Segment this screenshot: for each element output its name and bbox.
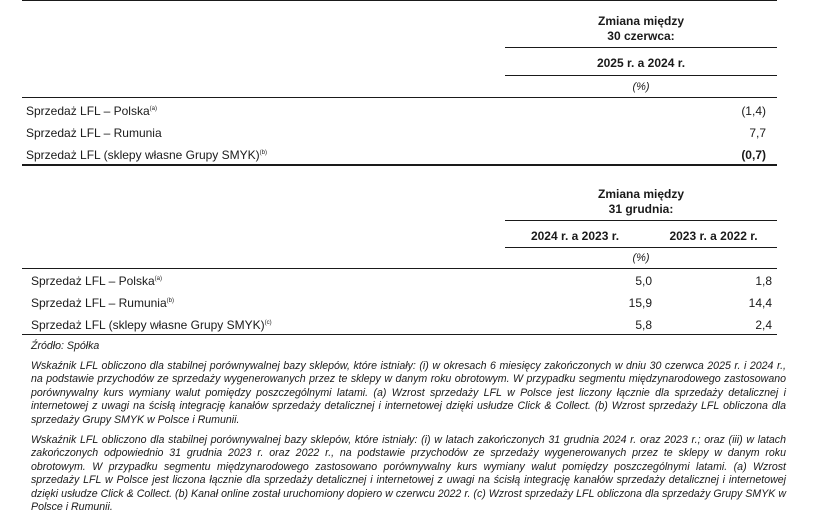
table2-period-rule [505, 247, 777, 248]
table1-row-value: (0,7) [741, 148, 766, 162]
table1-row-value: 7,7 [749, 126, 766, 140]
footnote-annual: Wskaźnik LFL obliczono dla stabilnej porównywalnej bazy sklepów, które istniały: (i) w latach zakończonych 31 grudnia 2024 r. oraz 2023 r.; oraz (iii) w latach zakończonych odpowiednio 31 grudnia 2023 r. oraz 2022 r., na podstawie przychodów ze sprzedaży wygenerowanych przez te sklepy w danym roku obrotowym. W przypadku segmentu międzynarodowego zastosowano porównywalny kurs wymiany walut pomiędzy poszczególnymi latami. (a) Wzrost sprzedaży LFL w Polsce jest liczona łącznie dla sprzedaży detalicznej i internetowej z uwagi na ścisłą integrację kanałów sprzedaży detalicznej i internetowej dzięki usłudze Click & Collect. (b) Kanał online został uruchomiony dopiero w czerwcu 2022 r. (c) Wzrost sprzedaży LFL obliczona dla sprzedaży Grupy SMYK w Polsce i Rumunii. [31, 434, 786, 514]
table1-header-rule [505, 47, 777, 48]
table1-row-label: Sprzedaż LFL – Polska$^{(a)}$ [26, 104, 157, 118]
source-note: Źródło: Spółka [31, 340, 100, 352]
table2-unit: (%) [632, 252, 650, 264]
table1-body-rule [22, 97, 777, 98]
table2-row-label: Sprzedaż LFL (sklepy własne Grupy SMYK)$^{(c)}$ [31, 318, 272, 332]
table1-header-line1: Zmiana między [597, 14, 685, 28]
table2-period-header: 2024 r. a 2023 r. [530, 229, 620, 243]
table2-header [505, 187, 777, 217]
table2-row-label: Sprzedaż LFL – Polska$^{(a)}$ [31, 274, 162, 288]
top-rule [22, 0, 777, 1]
table1-period-header: 2025 r. a 2024 r. [596, 56, 686, 70]
table1-bottom-rule [22, 164, 777, 166]
table2-row-value: 15,9 [628, 296, 652, 310]
table2-header-line2: 31 grudnia: [608, 202, 674, 216]
table2-row-value: 1,8 [755, 274, 772, 288]
table2-row-value: 5,0 [635, 274, 652, 288]
table1-unit: (%) [632, 81, 650, 93]
table1-row-label: Sprzedaż LFL – Rumunia [26, 126, 162, 140]
table2-header-rule [505, 220, 777, 221]
table2-row-value: 2,4 [755, 318, 772, 332]
table2-row-value: 5,8 [635, 318, 652, 332]
table2-bottom-rule [22, 334, 777, 335]
table2-row-label: Sprzedaż LFL – Rumunia$^{(b)}$ [31, 296, 174, 310]
footnote-h1: Wskaźnik LFL obliczono dla stabilnej porównywalnej bazy sklepów, które istniały: (i) w okresach 6 miesięcy zakończonych w dniu 30 czerwca 2025 r. i 2024 r., na podstawie przychodów ze sprzedaży wygenerowanych przez te sklepy w danym roku obrotowym. W przypadku segmentu międzynarodowego zastosowano porównywalny kurs wymiany walut pomiędzy poszczególnymi latami. (a) Wzrost sprzedaży LFL w Polsce jest liczony łącznie dla sprzedaży detalicznej i internetowej z uwagi na ścisłą integrację kanałów sprzedaży detalicznej i internetowej dzięki usłudze Click & Collect. (b) Wzrost sprzedaży LFL obliczona dla sprzedaży Grupy SMYK w Polsce i Rumunii. [31, 360, 786, 426]
table2-header-line1: Zmiana między [597, 187, 685, 201]
table1-row-value: (1,4) [741, 104, 766, 118]
table2-body-rule [22, 268, 777, 269]
table2-row-value: 14,4 [748, 296, 772, 310]
table1-period-rule [505, 75, 777, 76]
table1-row-label: Sprzedaż LFL (sklepy własne Grupy SMYK)$^{(b)}$ [26, 148, 267, 162]
table1-header-line2: 30 czerwca: [607, 29, 675, 43]
table1-header [505, 14, 777, 44]
table2-period-header: 2023 r. a 2022 r. [669, 229, 758, 243]
